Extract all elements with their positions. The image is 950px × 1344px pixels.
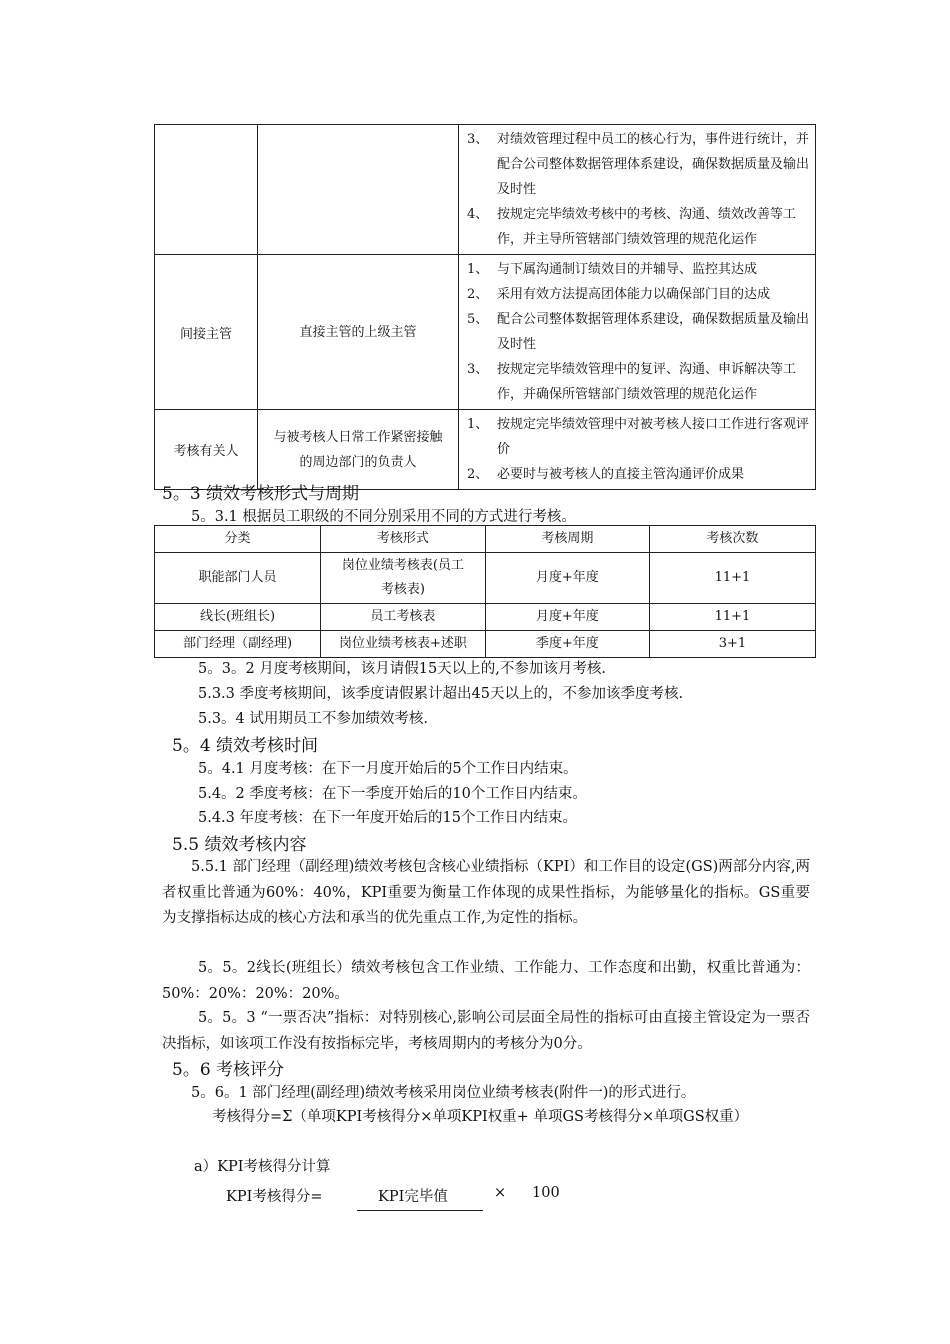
paragraph-5-6-1: 5。6。1 部门经理(副经理)绩效考核采用岗位业绩考核表(附件一)的形式进行。: [191, 1085, 696, 1101]
paragraph-5-4-1: 5。4.1 月度考核：在下一月度开始后的5个工作日内结束。: [198, 761, 578, 777]
table-cell: 员工考核表: [321, 604, 486, 631]
paragraph-5-3-1: 5。3.1 根据员工职级的不同分别采用不同的方式进行考核。: [191, 509, 576, 525]
table-cell: 部门经理（副经理): [155, 631, 321, 658]
duty-number: 3、: [467, 362, 489, 377]
duty-item: [467, 202, 809, 252]
table-row: [155, 410, 816, 490]
table-cell: 职能部门人员: [155, 553, 321, 604]
duty-text: 按规定完毕绩效管理中的复评、沟通、申诉解决等工作，并确保所管辖部门绩效管理的规范化运作: [497, 362, 797, 402]
table-cell: 季度+年度: [485, 631, 649, 658]
cell-text: 岗位业绩考核表(员工考核表): [341, 558, 464, 597]
table-row: [155, 604, 816, 631]
role-cell: 考核有关人: [155, 410, 258, 490]
kpi-factor: 100: [532, 1185, 560, 1201]
scope-cell: [258, 125, 459, 255]
table-row: [155, 125, 816, 255]
duty-text: 对绩效管理过程中员工的核心行为，事件进行统计，并配合公司整体数据管理体系建设，确保数据质量及输出及时性: [497, 132, 810, 197]
subsection-a: a）KPI考核得分计算: [194, 1159, 331, 1175]
paragraph-5-3-2: 5。3。2 月度考核期间，该月请假15天以上的,不参加该月考核.: [198, 661, 606, 677]
section-heading-5-5: 5.5 绩效考核内容: [172, 835, 307, 855]
duty-number: 2、: [467, 287, 489, 302]
role-cell: 间接主管: [155, 255, 258, 410]
section-heading-5-6: 5。6 考核评分: [172, 1060, 285, 1080]
duty-item: [467, 412, 809, 462]
duty-number: 2、: [467, 467, 489, 482]
responsibility-table: [154, 124, 816, 490]
duty-text: 配合公司整体数据管理体系建设，确保数据质量及输出及时性: [497, 312, 810, 352]
header-cell: 考核次数: [649, 526, 815, 553]
table-cell: 月度+年度: [485, 553, 649, 604]
table-cell: [321, 553, 486, 604]
duties-cell: [459, 125, 816, 255]
duty-item: [467, 282, 809, 307]
duty-item: [467, 257, 809, 282]
duty-number: 5、: [467, 312, 489, 327]
duty-text: 按规定完毕绩效考核中的考核、沟通、绩效改善等工作，并主导所管辖部门绩效管理的规范化运作: [497, 207, 797, 247]
duties-cell: [459, 410, 816, 490]
header-cell: 考核形式: [321, 526, 486, 553]
duty-item: [467, 127, 809, 202]
table-row: [155, 255, 816, 410]
paragraph-5-3-3: 5.3.3 季度考核期间，该季度请假累计超出45天以上的，不参加该季度考核.: [198, 686, 684, 702]
scope-cell: 直接主管的上级主管: [258, 255, 459, 410]
duty-text: 必要时与被考核人的直接主管沟通评价成果: [497, 467, 745, 482]
table-cell: 线长(班组长): [155, 604, 321, 631]
duty-text: 与下属沟通制订绩效目的并辅导、监控其达成: [497, 262, 758, 277]
section-heading-5-3: 5。3 绩效考核形式与周期: [162, 484, 360, 504]
fraction-line: [357, 1210, 483, 1211]
kpi-numerator: KPI完毕值: [378, 1189, 448, 1205]
table-cell: 3+1: [649, 631, 815, 658]
duty-item: [467, 462, 809, 487]
duty-item: [467, 357, 809, 407]
table-row: [155, 631, 816, 658]
table-cell: 11+1: [649, 553, 815, 604]
duty-number: 1、: [467, 417, 489, 432]
paragraph-5-5-1: 5.5.1 部门经理（副经理)绩效考核包含核心业绩指标（KPI）和工作目的设定(GS)两部分内容,两者权重比普通为60%：40%，KPI重要为衡量工作体现的成果性指标，为能够量化的指标。GS重要为支撑指标达成的核心方法和承当的优先重点工作,为定性的指标。: [162, 859, 810, 926]
paragraph-5-5-2: 5。5。2线长(班组长）绩效考核包含工作业绩、工作能力、工作态度和出勤，权重比普通为：50%：20%：20%：20%。: [162, 960, 810, 1002]
paragraph-5-4-2: 5.4。2 季度考核：在下一季度开始后的10个工作日内结束。: [198, 786, 587, 802]
scope-cell: 与被考核人日常工作紧密接触的周边部门的负责人: [258, 410, 459, 490]
duty-text: 采用有效方法提高团体能力以确保部门目的达成: [497, 287, 771, 302]
paragraph-5-4-3: 5.4.3 年度考核：在下一年度开始后的15个工作日内结束。: [198, 810, 577, 826]
table-row: [155, 553, 816, 604]
duty-number: 3、: [467, 132, 489, 147]
duty-number: 1、: [467, 262, 489, 277]
paragraph-5-3-4: 5.3。4 试用期员工不参加绩效考核.: [198, 711, 429, 727]
kpi-score-label: KPI考核得分=: [226, 1189, 323, 1205]
duties-cell: [459, 255, 816, 410]
assessment-cycle-table: [154, 525, 816, 658]
table-cell: 岗位业绩考核表+述职: [321, 631, 486, 658]
section-heading-5-4: 5。4 绩效考核时间: [172, 736, 319, 756]
score-formula: 考核得分=Σ（单项KPI考核得分×单项KPI权重+ 单项GS考核得分×单项GS权重）: [212, 1109, 749, 1125]
table-cell: 月度+年度: [485, 604, 649, 631]
duty-item: [467, 307, 809, 357]
duty-text: 按规定完毕绩效管理中对被考核人接口工作进行客观评价: [497, 417, 810, 457]
multiply-sign: ×: [494, 1185, 507, 1201]
header-cell: 考核周期: [485, 526, 649, 553]
table-cell: 11+1: [649, 604, 815, 631]
table-header-row: [155, 526, 816, 553]
role-cell: [155, 125, 258, 255]
header-cell: 分类: [155, 526, 321, 553]
duty-number: 4、: [467, 207, 489, 222]
paragraph-5-5-3: 5。5。3 “一票否决”指标：对特别核心,影响公司层面全局性的指标可由直接主管设定为一票否决指标，如该项工作没有按指标完毕，考核周期内的考核分为0分。: [162, 1010, 810, 1052]
